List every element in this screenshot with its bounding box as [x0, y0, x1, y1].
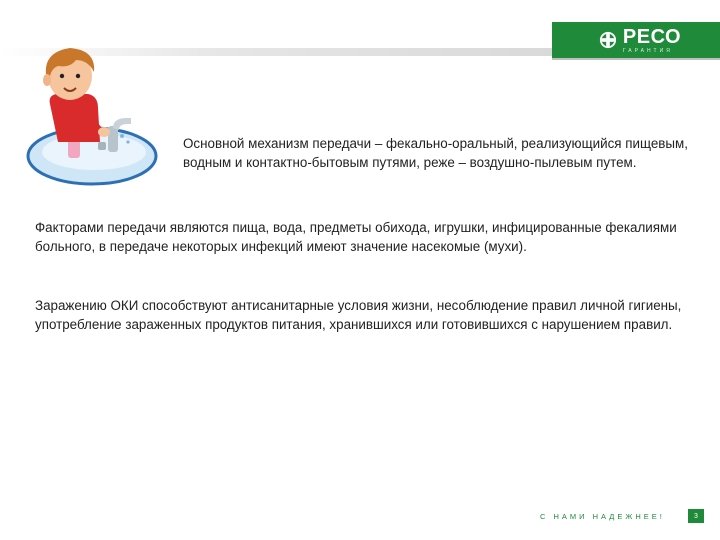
reso-logo — [552, 22, 720, 58]
paragraph-infection-conditions: Заражению ОКИ способствуют антисанитарные условия жизни, несоблюдение правил личной гигиены, употребление зараженных продуктов питания, хранившихся или готовившихся с нарушением правил. — [35, 298, 682, 332]
page-number: 3 — [688, 509, 704, 523]
reso-cross-logo-icon — [599, 31, 617, 49]
logo-name: РЕСО — [622, 25, 682, 48]
paragraph-transmission-factors: Факторами передачи являются пища, вода, предметы обихода, игрушки, инфицированные фекалиями больного, в передаче некоторых инфекций имеют значение насекомые (мухи). — [35, 220, 677, 254]
logo-subtitle: ГАРАНТИЯ — [622, 47, 673, 54]
boy-washing-hands-illustration — [20, 44, 165, 194]
paragraph-transmission-mechanism: Основной механизм передачи – фекально-оральный, реализующийся пищевым, водным и контактно-бытовым путями, реже – воздушно-пылевым путем. — [183, 136, 688, 170]
footer-slogan: С НАМИ НАДЕЖНЕЕ! — [540, 512, 665, 521]
